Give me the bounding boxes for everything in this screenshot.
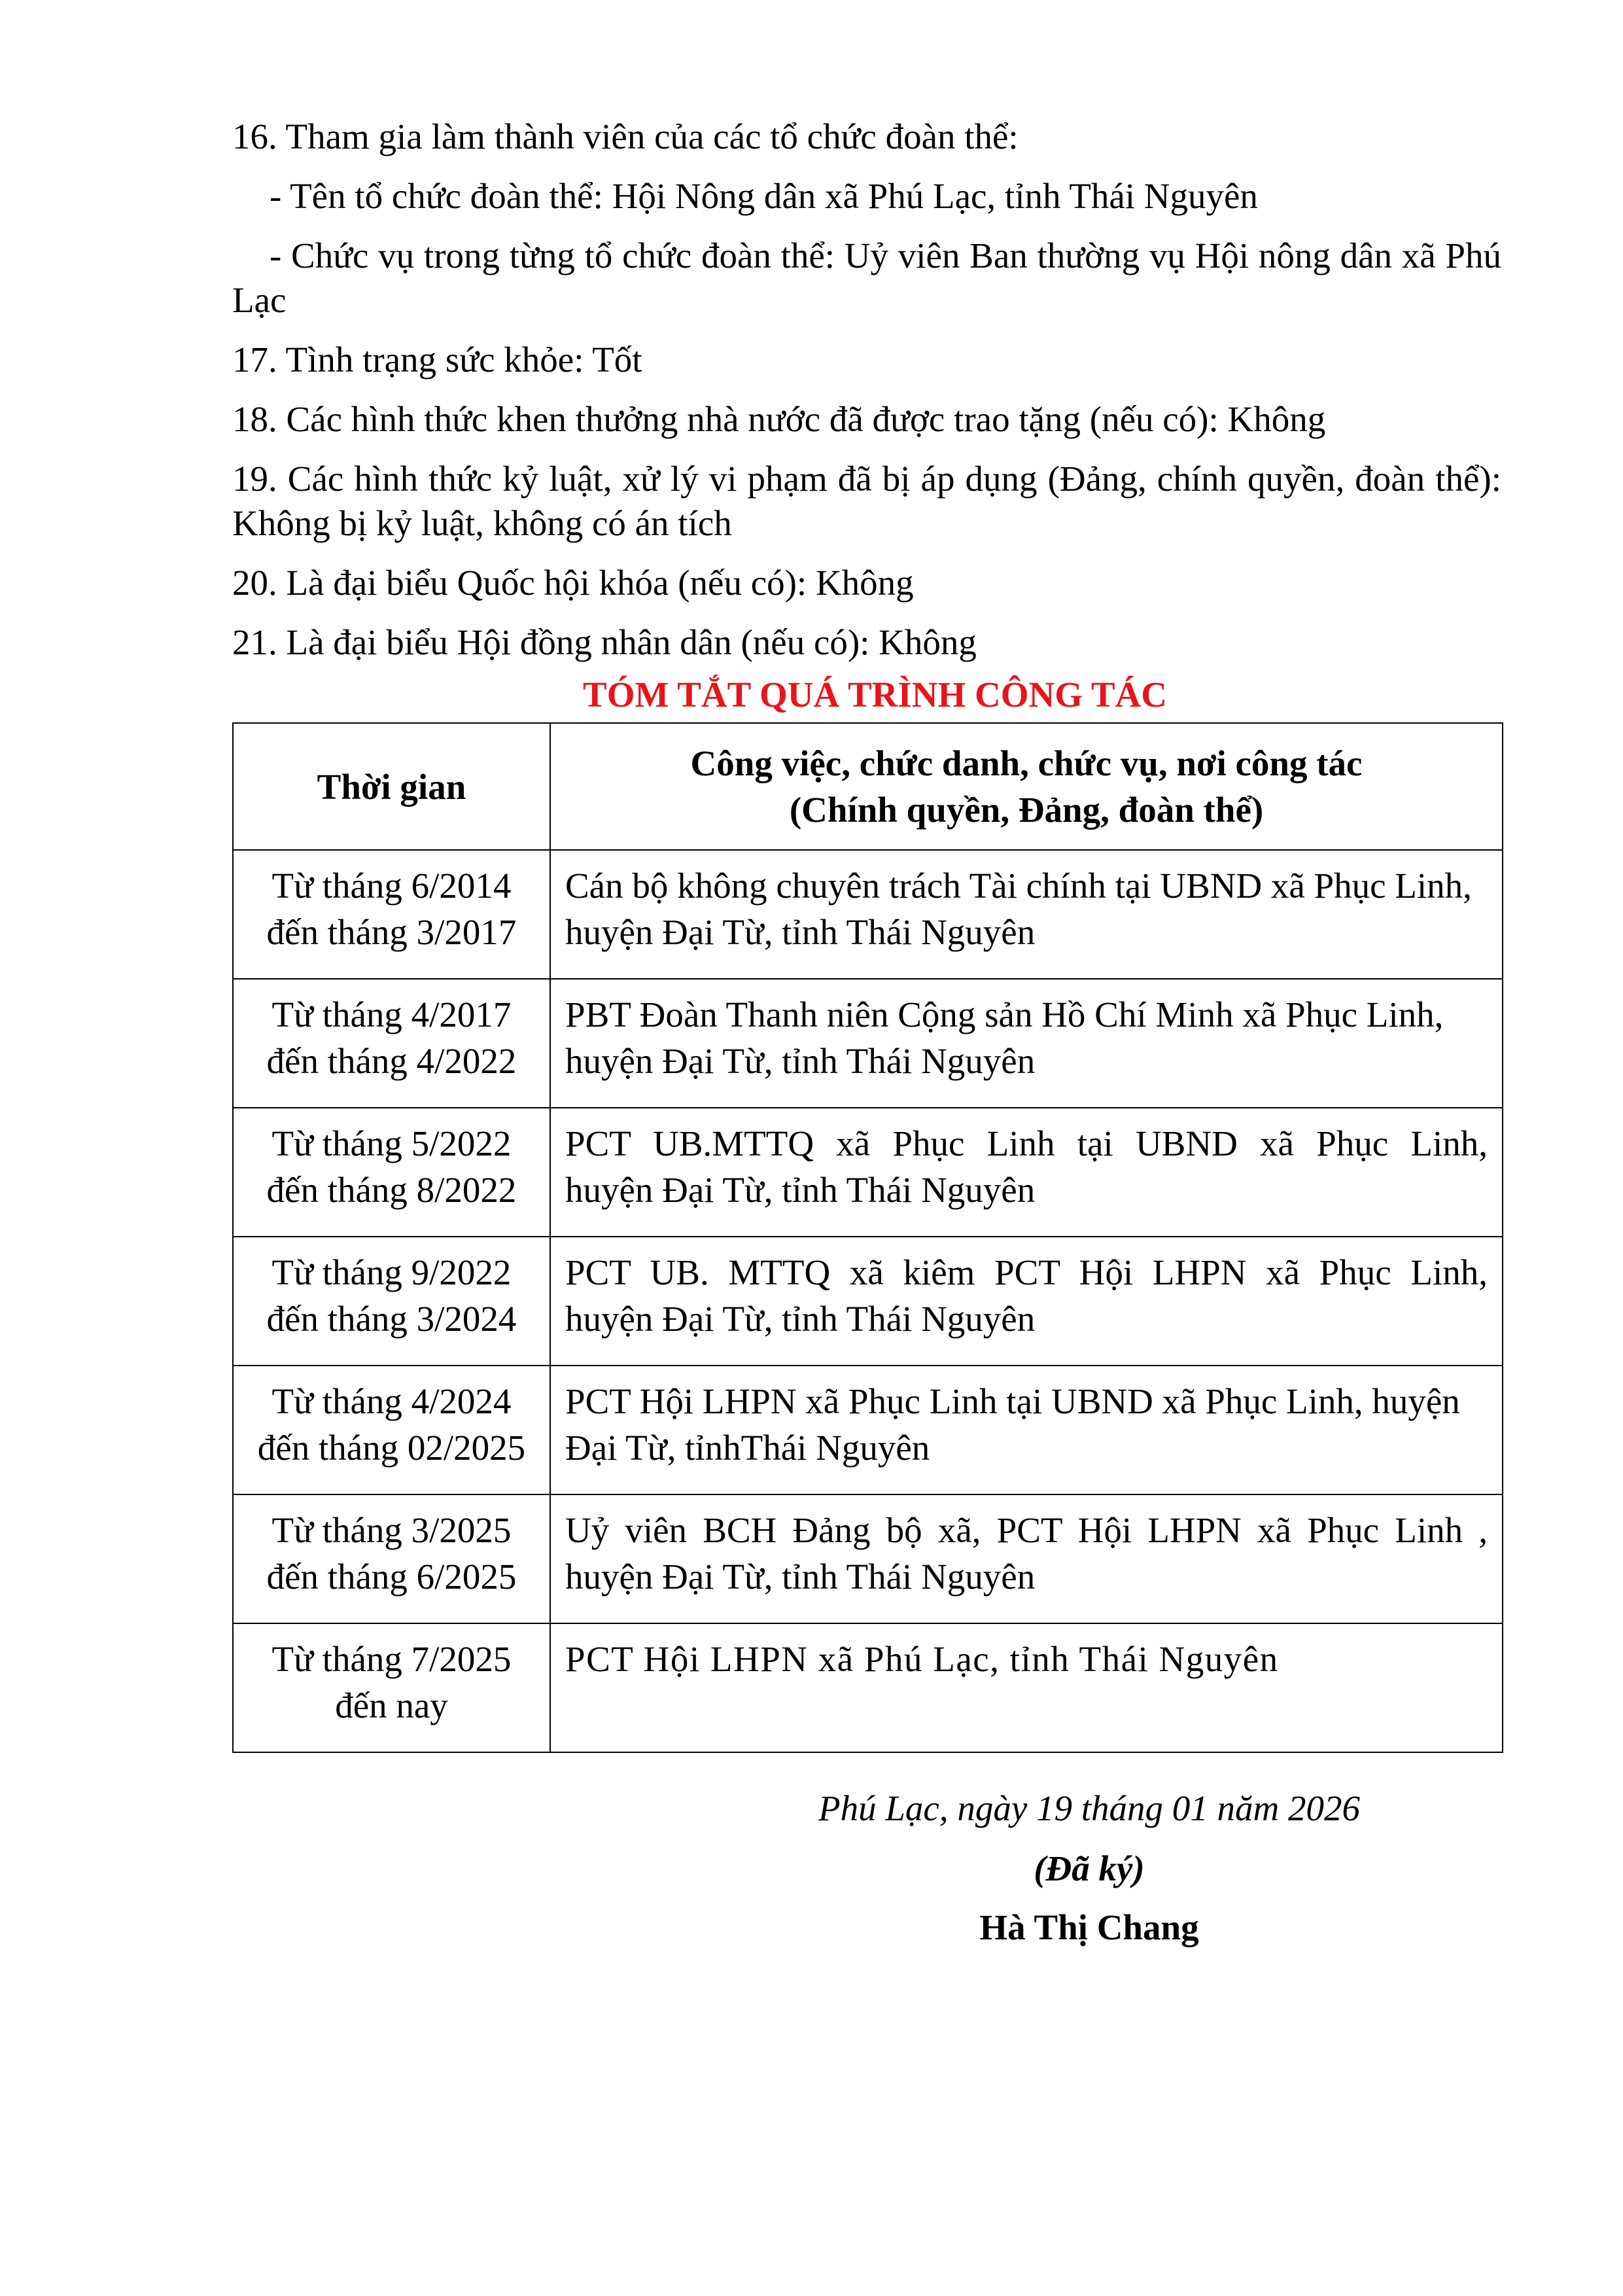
header-job-line2: (Chính quyền, Đảng, đoàn thể) (789, 790, 1264, 830)
job-line1: PCT UB. MTTQ xã kiêm PCT Hội LHPN xã Phục Linh, (565, 1252, 1488, 1292)
time-from: Từ tháng 3/2025 (271, 1510, 512, 1550)
table-row (233, 1623, 1503, 1752)
item-16: 16. Tham gia làm thành viên của các tổ chức đoàn thể: (232, 116, 1019, 156)
row-time (233, 1623, 550, 1752)
item-21: 21. Là đại biểu Hội đồng nhân dân (nếu có): Không (232, 622, 977, 662)
table-row (233, 1108, 1503, 1237)
item-16-org-name: - Tên tổ chức đoàn thể: Hội Nông dân xã Phú Lạc, tỉnh Thái Nguyên (270, 176, 1258, 216)
job-line1: PCT Hội LHPN xã Phú Lạc, tỉnh Thái Nguyên (565, 1639, 1279, 1679)
signature-signed-note: (Đã ký) (1034, 1848, 1145, 1888)
time-from: Từ tháng 4/2024 (271, 1381, 512, 1421)
row-time (233, 1108, 550, 1237)
row-time (233, 1494, 550, 1623)
time-to: đến tháng 8/2022 (266, 1170, 517, 1210)
signature-place-date: Phú Lạc, ngày 19 tháng 01 năm 2026 (818, 1788, 1360, 1828)
time-to: đến tháng 3/2017 (266, 912, 517, 952)
job-line1: Uỷ viên BCH Đảng bộ xã, PCT Hội LHPN xã Phục Linh , (565, 1510, 1488, 1550)
job-line1: Cán bộ không chuyên trách Tài chính tại UBND xã Phục Linh, (565, 866, 1472, 906)
row-time (233, 1237, 550, 1366)
time-to: đến tháng 02/2025 (257, 1428, 526, 1468)
time-to: đến tháng 6/2025 (266, 1557, 517, 1597)
job-line1: PCT Hội LHPN xã Phục Linh tại UBND xã Phục Linh, huyện (565, 1381, 1460, 1421)
signature-name: Hà Thị Chang (979, 1907, 1199, 1947)
row-job (550, 850, 1503, 979)
header-job (550, 723, 1503, 850)
job-line2: huyện Đại Từ, tỉnh Thái Nguyên (565, 1041, 1036, 1081)
table-row (233, 1366, 1503, 1494)
table-row (233, 1237, 1503, 1366)
item-17: 17. Tình trạng sức khỏe: Tốt (232, 340, 642, 380)
time-from: Từ tháng 7/2025 (271, 1639, 512, 1679)
time-to: đến nay (335, 1686, 448, 1725)
job-line1: PBT Đoàn Thanh niên Cộng sản Hồ Chí Minh xã Phục Linh, (565, 995, 1444, 1034)
row-job (550, 1494, 1503, 1623)
row-job (550, 979, 1503, 1108)
row-time (233, 979, 550, 1108)
row-job (550, 1366, 1503, 1494)
table-row (233, 979, 1503, 1108)
table-row (233, 850, 1503, 979)
time-from: Từ tháng 4/2017 (271, 995, 512, 1034)
item-18: 18. Các hình thức khen thưởng nhà nước đã được trao tặng (nếu có): Không (232, 399, 1326, 439)
section-title: TÓM TẮT QUÁ TRÌNH CÔNG TÁC (583, 675, 1167, 715)
row-time (233, 850, 550, 979)
table-row (233, 1494, 1503, 1623)
item-20: 20. Là đại biểu Quốc hội khóa (nếu có): Không (232, 563, 914, 603)
job-line2: huyện Đại Từ, tỉnh Thái Nguyên (565, 1299, 1036, 1339)
row-time (233, 1366, 550, 1494)
job-line2: huyện Đại Từ, tỉnh Thái Nguyên (565, 912, 1036, 952)
time-to: đến tháng 4/2022 (266, 1041, 517, 1081)
header-time: Thời gian (233, 723, 550, 850)
job-line1: PCT UB.MTTQ xã Phục Linh tại UBND xã Phục Linh, (565, 1123, 1488, 1163)
item-16-position: - Chức vụ trong từng tổ chức đoàn thể: Uỷ viên Ban thường vụ Hội nông dân xã Phú Lạc (232, 236, 1501, 320)
job-line2: huyện Đại Từ, tỉnh Thái Nguyên (565, 1170, 1036, 1210)
time-from: Từ tháng 9/2022 (271, 1252, 512, 1292)
row-job (550, 1237, 1503, 1366)
time-from: Từ tháng 6/2014 (271, 866, 512, 906)
item-19: 19. Các hình thức kỷ luật, xử lý vi phạm đã bị áp dụng (Đảng, chính quyền, đoàn thể): Không bị kỷ luật, không có án tích (232, 459, 1501, 543)
row-job (550, 1623, 1503, 1752)
header-job-line1: Công việc, chức danh, chức vụ, nơi công tác (690, 743, 1363, 783)
row-job (550, 1108, 1503, 1237)
time-to: đến tháng 3/2024 (266, 1299, 517, 1339)
table-header-row (233, 723, 1503, 850)
job-line2: Đại Từ, tỉnhThái Nguyên (565, 1428, 930, 1468)
career-table (232, 722, 1503, 1753)
time-from: Từ tháng 5/2022 (271, 1123, 512, 1163)
document-page (232, 115, 1501, 1753)
job-line2: huyện Đại Từ, tỉnh Thái Nguyên (565, 1557, 1036, 1597)
